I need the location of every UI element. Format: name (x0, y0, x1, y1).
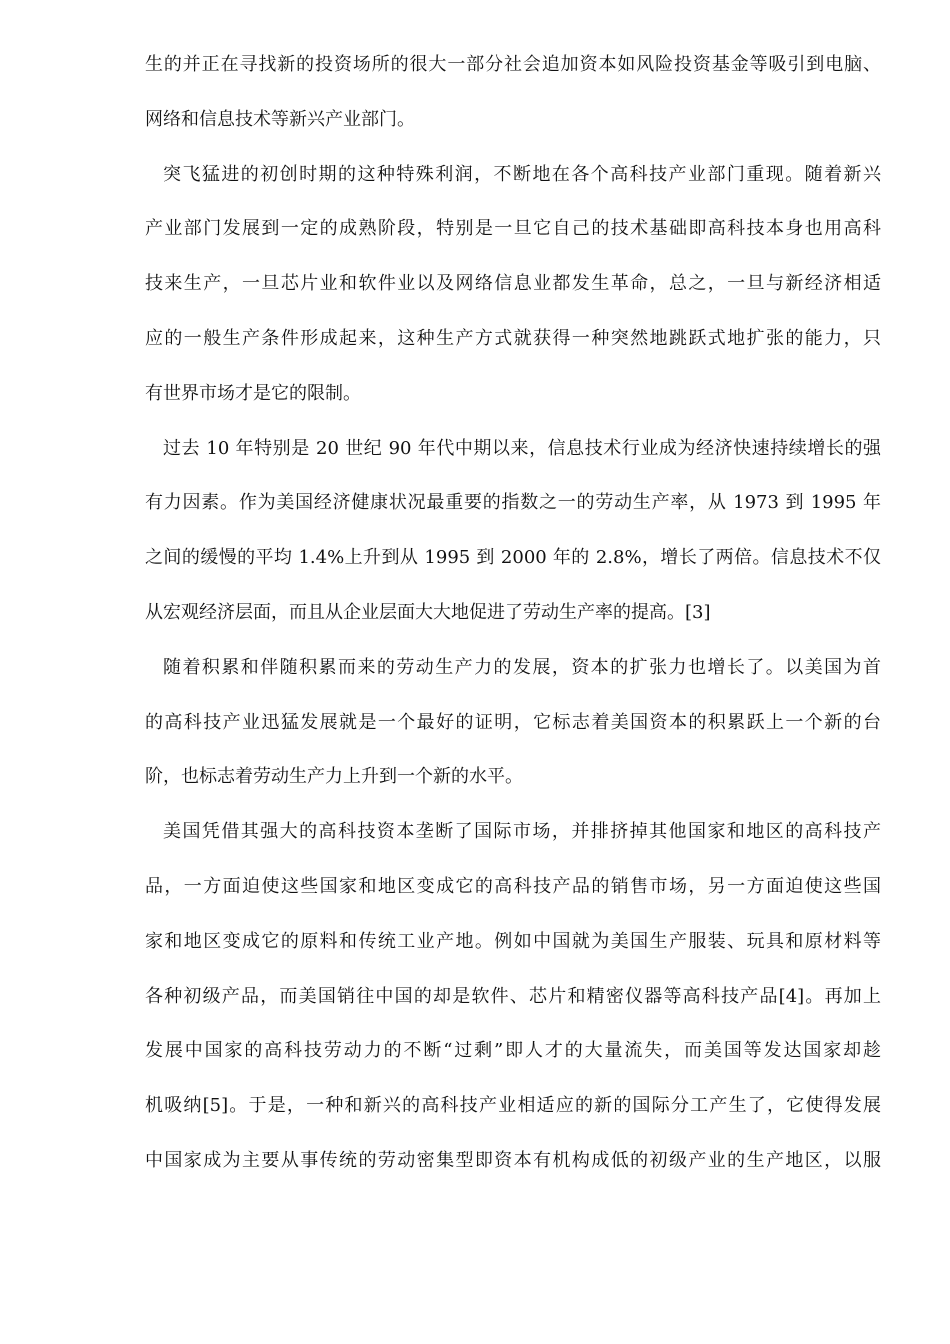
paragraph-first-line: 突飞猛进的初创时期的这种特殊利润，不断地在各个高科技产业部门重现。随着新兴 (163, 163, 881, 185)
text-line: 品，一方面迫使这些国家和地区变成它的高科技产品的销售市场，另一方面迫使这些国 (145, 875, 881, 897)
text-line: 产业部门发展到一定的成熟阶段，特别是一旦它自己的技术基础即高科技本身也用高科 (145, 218, 881, 240)
text-line: 之间的缓慢的平均 1.4%上升到从 1995 到 2000 年的 2.8%，增长了两倍。信息技术不仅 (145, 547, 881, 569)
paragraph-first-line: 随着积累和伴随积累而来的劳动生产力的发展，资本的扩张力也增长了。以美国为首 (163, 656, 881, 678)
text-line: 技来生产，一旦芯片业和软件业以及网络信息业都发生革命，总之，一旦与新经济相适 (145, 273, 881, 295)
text-line: 从宏观经济层面，而且从企业层面大大地促进了劳动生产率的提高。[3] (145, 601, 711, 623)
text-line: 中国家成为主要从事传统的劳动密集型即资本有机构成低的初级产业的生产地区，以服 (145, 1149, 881, 1171)
text-line: 阶，也标志着劳动生产力上升到一个新的水平。 (145, 766, 523, 788)
paragraph-first-line: 过去 10 年特别是 20 世纪 90 年代中期以来，信息技术行业成为经济快速持续增长的强 (163, 437, 881, 459)
text-line: 的高科技产业迅猛发展就是一个最好的证明，它标志着美国资本的积累跃上一个新的台 (145, 711, 881, 733)
text-line: 各种初级产品，而美国销往中国的却是软件、芯片和精密仪器等高科技产品[4]。再加上 (145, 985, 881, 1007)
body-text (145, 38, 881, 1189)
text-line: 网络和信息技术等新兴产业部门。 (145, 108, 415, 130)
text-line: 生的并正在寻找新的投资场所的很大一部分社会追加资本如风险投资基金等吸引到电脑、 (145, 54, 881, 75)
text-line: 家和地区变成它的原料和传统工业产地。例如中国就为美国生产服装、玩具和原材料等 (145, 930, 881, 952)
text-line: 有世界市场才是它的限制。 (145, 382, 361, 404)
text-line: 机吸纳[5]。于是，一种和新兴的高科技产业相适应的新的国际分工产生了，它使得发展 (145, 1095, 881, 1117)
paragraph-first-line: 美国凭借其强大的高科技资本垄断了国际市场，并排挤掉其他国家和地区的高科技产 (163, 821, 881, 843)
text-line: 发展中国家的高科技劳动力的不断“过剩”即人才的大量流失，而美国等发达国家却趁 (145, 1040, 881, 1062)
text-line: 有力因素。作为美国经济健康状况最重要的指数之一的劳动生产率，从 1973 到 1995 年 (145, 492, 881, 514)
text-line: 应的一般生产条件形成起来，这种生产方式就获得一种突然地跳跃式地扩张的能力，只 (145, 327, 881, 349)
